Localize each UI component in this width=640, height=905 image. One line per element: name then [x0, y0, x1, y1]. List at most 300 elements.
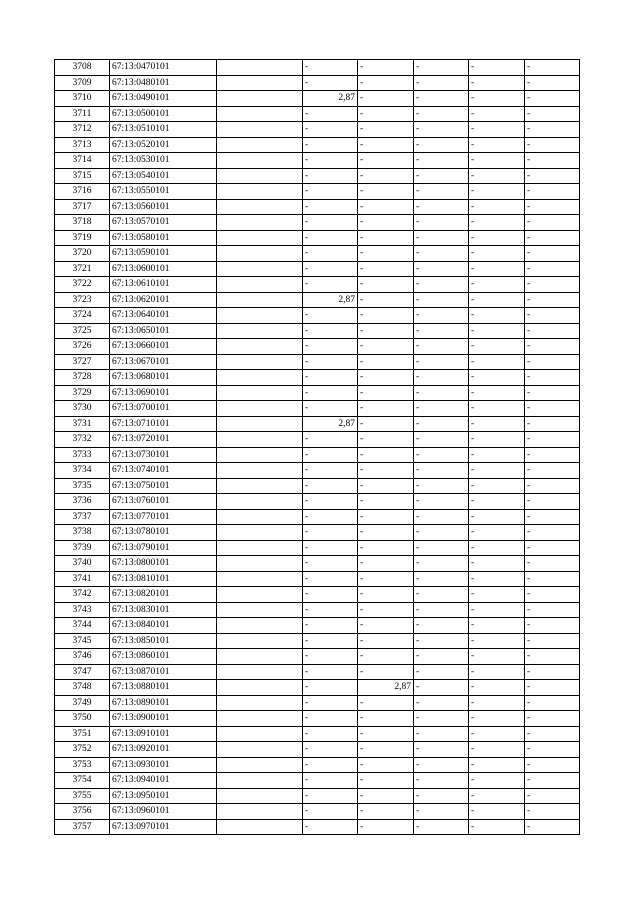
- name-cell: [217, 726, 303, 742]
- value-cell: -: [358, 308, 414, 324]
- row-number-cell: 3722: [55, 277, 110, 293]
- cadastral-code-cell: 67:13:0900101: [110, 711, 217, 727]
- value-cell: -: [525, 773, 580, 789]
- value-cell: -: [469, 618, 525, 634]
- value-cell: -: [469, 199, 525, 215]
- table-row: [55, 199, 580, 215]
- value-cell: -: [303, 804, 358, 820]
- value-cell: -: [303, 711, 358, 727]
- value-cell: -: [525, 618, 580, 634]
- cadastral-code-cell: 67:13:0530101: [110, 153, 217, 169]
- row-number-cell: 3709: [55, 75, 110, 91]
- name-cell: [217, 773, 303, 789]
- value-cell: -: [414, 153, 469, 169]
- value-cell: -: [358, 463, 414, 479]
- name-cell: [217, 184, 303, 200]
- cadastral-code-cell: 67:13:0580101: [110, 230, 217, 246]
- value-cell: -: [469, 757, 525, 773]
- row-number-cell: 3753: [55, 757, 110, 773]
- value-cell: -: [303, 587, 358, 603]
- value-cell: -: [525, 339, 580, 355]
- value-cell: -: [414, 323, 469, 339]
- row-number-cell: 3751: [55, 726, 110, 742]
- value-cell: -: [414, 91, 469, 107]
- value-cell: -: [303, 649, 358, 665]
- value-cell: -: [469, 416, 525, 432]
- value-cell: -: [469, 385, 525, 401]
- cadastral-code-cell: 67:13:0690101: [110, 385, 217, 401]
- value-cell: -: [525, 633, 580, 649]
- value-cell: -: [469, 726, 525, 742]
- value-cell: -: [469, 788, 525, 804]
- row-number-cell: 3746: [55, 649, 110, 665]
- value-cell: -: [358, 525, 414, 541]
- name-cell: [217, 215, 303, 231]
- table-row: [55, 556, 580, 572]
- name-cell: [217, 261, 303, 277]
- value-cell: -: [469, 633, 525, 649]
- name-cell: [217, 556, 303, 572]
- row-number-cell: 3741: [55, 571, 110, 587]
- value-cell: -: [358, 401, 414, 417]
- value-cell: -: [414, 726, 469, 742]
- row-number-cell: 3732: [55, 432, 110, 448]
- value-cell: -: [414, 385, 469, 401]
- value-cell: -: [414, 804, 469, 820]
- name-cell: [217, 106, 303, 122]
- name-cell: [217, 401, 303, 417]
- row-number-cell: 3748: [55, 680, 110, 696]
- value-cell: -: [358, 742, 414, 758]
- value-cell: -: [414, 742, 469, 758]
- row-number-cell: 3710: [55, 91, 110, 107]
- value-cell: -: [358, 215, 414, 231]
- name-cell: [217, 819, 303, 835]
- value-cell: -: [414, 292, 469, 308]
- value-cell: -: [303, 463, 358, 479]
- value-cell: -: [358, 277, 414, 293]
- table-row: [55, 742, 580, 758]
- name-cell: [217, 308, 303, 324]
- value-cell: -: [303, 385, 358, 401]
- cadastral-code-cell: 67:13:0910101: [110, 726, 217, 742]
- value-cell: 2,87: [303, 91, 358, 107]
- value-cell: -: [414, 680, 469, 696]
- value-cell: -: [469, 494, 525, 510]
- name-cell: [217, 664, 303, 680]
- value-cell: -: [469, 587, 525, 603]
- value-cell: -: [358, 571, 414, 587]
- value-cell: 2,87: [358, 680, 414, 696]
- row-number-cell: 3713: [55, 137, 110, 153]
- value-cell: -: [414, 540, 469, 556]
- value-cell: -: [469, 432, 525, 448]
- table-row: [55, 122, 580, 138]
- value-cell: -: [525, 184, 580, 200]
- value-cell: -: [469, 339, 525, 355]
- cadastral-code-cell: 67:13:0850101: [110, 633, 217, 649]
- value-cell: -: [414, 370, 469, 386]
- table-row: [55, 664, 580, 680]
- row-number-cell: 3739: [55, 540, 110, 556]
- value-cell: -: [525, 277, 580, 293]
- table-row: [55, 385, 580, 401]
- value-cell: -: [525, 525, 580, 541]
- value-cell: -: [303, 602, 358, 618]
- value-cell: -: [303, 215, 358, 231]
- value-cell: -: [414, 277, 469, 293]
- name-cell: [217, 509, 303, 525]
- name-cell: [217, 246, 303, 262]
- value-cell: -: [358, 91, 414, 107]
- table-row: [55, 339, 580, 355]
- value-cell: -: [525, 432, 580, 448]
- value-cell: -: [358, 184, 414, 200]
- table-row: [55, 106, 580, 122]
- value-cell: -: [414, 75, 469, 91]
- row-number-cell: 3742: [55, 587, 110, 603]
- value-cell: -: [303, 277, 358, 293]
- table-row: [55, 153, 580, 169]
- value-cell: -: [303, 540, 358, 556]
- row-number-cell: 3715: [55, 168, 110, 184]
- value-cell: -: [414, 354, 469, 370]
- row-number-cell: 3712: [55, 122, 110, 138]
- value-cell: -: [358, 416, 414, 432]
- cadastral-code-cell: 67:13:0770101: [110, 509, 217, 525]
- value-cell: -: [525, 60, 580, 76]
- row-number-cell: 3733: [55, 447, 110, 463]
- value-cell: -: [358, 230, 414, 246]
- value-cell: -: [469, 215, 525, 231]
- table-row: [55, 602, 580, 618]
- name-cell: [217, 695, 303, 711]
- value-cell: -: [414, 339, 469, 355]
- cadastral-code-cell: 67:13:0800101: [110, 556, 217, 572]
- cadastral-code-cell: 67:13:0710101: [110, 416, 217, 432]
- name-cell: [217, 75, 303, 91]
- table-row: [55, 292, 580, 308]
- cadastral-code-cell: 67:13:0930101: [110, 757, 217, 773]
- table-row: [55, 571, 580, 587]
- name-cell: [217, 354, 303, 370]
- value-cell: -: [358, 75, 414, 91]
- value-cell: -: [469, 60, 525, 76]
- value-cell: -: [525, 494, 580, 510]
- cadastral-code-cell: 67:13:0970101: [110, 819, 217, 835]
- table-row: [55, 478, 580, 494]
- value-cell: -: [303, 571, 358, 587]
- value-cell: -: [469, 711, 525, 727]
- value-cell: -: [525, 168, 580, 184]
- name-cell: [217, 60, 303, 76]
- row-number-cell: 3727: [55, 354, 110, 370]
- value-cell: -: [358, 370, 414, 386]
- name-cell: [217, 153, 303, 169]
- value-cell: -: [525, 370, 580, 386]
- row-number-cell: 3720: [55, 246, 110, 262]
- value-cell: -: [525, 75, 580, 91]
- value-cell: -: [525, 215, 580, 231]
- value-cell: -: [303, 370, 358, 386]
- cadastral-code-cell: 67:13:0470101: [110, 60, 217, 76]
- table-row: [55, 137, 580, 153]
- value-cell: -: [303, 323, 358, 339]
- value-cell: -: [414, 509, 469, 525]
- row-number-cell: 3736: [55, 494, 110, 510]
- name-cell: [217, 323, 303, 339]
- value-cell: -: [525, 664, 580, 680]
- cadastral-code-cell: 67:13:0560101: [110, 199, 217, 215]
- value-cell: -: [469, 401, 525, 417]
- value-cell: -: [469, 292, 525, 308]
- row-number-cell: 3745: [55, 633, 110, 649]
- table-row: [55, 587, 580, 603]
- name-cell: [217, 370, 303, 386]
- table-row: [55, 370, 580, 386]
- value-cell: -: [414, 308, 469, 324]
- value-cell: -: [358, 695, 414, 711]
- table-row: [55, 819, 580, 835]
- value-cell: -: [414, 478, 469, 494]
- table-row: [55, 416, 580, 432]
- cadastral-code-cell: 67:13:0790101: [110, 540, 217, 556]
- value-cell: -: [414, 494, 469, 510]
- table-row: [55, 354, 580, 370]
- value-cell: -: [469, 277, 525, 293]
- value-cell: -: [469, 509, 525, 525]
- cadastral-code-cell: 67:13:0610101: [110, 277, 217, 293]
- value-cell: -: [358, 137, 414, 153]
- cadastral-code-cell: 67:13:0950101: [110, 788, 217, 804]
- value-cell: -: [525, 819, 580, 835]
- row-number-cell: 3735: [55, 478, 110, 494]
- value-cell: -: [469, 323, 525, 339]
- value-cell: -: [525, 602, 580, 618]
- table-row: [55, 75, 580, 91]
- value-cell: -: [525, 757, 580, 773]
- value-cell: -: [414, 199, 469, 215]
- table-row: [55, 773, 580, 789]
- row-number-cell: 3749: [55, 695, 110, 711]
- name-cell: [217, 587, 303, 603]
- value-cell: -: [303, 354, 358, 370]
- value-cell: -: [414, 711, 469, 727]
- value-cell: -: [303, 633, 358, 649]
- row-number-cell: 3744: [55, 618, 110, 634]
- row-number-cell: 3719: [55, 230, 110, 246]
- value-cell: -: [358, 339, 414, 355]
- value-cell: -: [414, 60, 469, 76]
- value-cell: -: [469, 168, 525, 184]
- cadastral-code-cell: 67:13:0650101: [110, 323, 217, 339]
- row-number-cell: 3724: [55, 308, 110, 324]
- cadastral-code-cell: 67:13:0740101: [110, 463, 217, 479]
- value-cell: -: [469, 184, 525, 200]
- value-cell: -: [525, 323, 580, 339]
- cadastral-code-cell: 67:13:0840101: [110, 618, 217, 634]
- table-row: [55, 401, 580, 417]
- table-row: [55, 261, 580, 277]
- value-cell: -: [358, 122, 414, 138]
- row-number-cell: 3729: [55, 385, 110, 401]
- cadastral-code-cell: 67:13:0820101: [110, 587, 217, 603]
- data-table: [54, 59, 580, 835]
- cadastral-code-cell: 67:13:0670101: [110, 354, 217, 370]
- value-cell: -: [414, 633, 469, 649]
- name-cell: [217, 277, 303, 293]
- value-cell: -: [303, 153, 358, 169]
- value-cell: -: [469, 122, 525, 138]
- row-number-cell: 3731: [55, 416, 110, 432]
- name-cell: [217, 447, 303, 463]
- table-row: [55, 540, 580, 556]
- value-cell: -: [469, 354, 525, 370]
- table-row: [55, 649, 580, 665]
- value-cell: -: [525, 292, 580, 308]
- value-cell: 2,87: [303, 416, 358, 432]
- value-cell: -: [525, 556, 580, 572]
- name-cell: [217, 478, 303, 494]
- value-cell: -: [469, 370, 525, 386]
- cadastral-code-cell: 67:13:0640101: [110, 308, 217, 324]
- row-number-cell: 3752: [55, 742, 110, 758]
- table-row: [55, 509, 580, 525]
- row-number-cell: 3754: [55, 773, 110, 789]
- value-cell: -: [525, 587, 580, 603]
- value-cell: -: [358, 711, 414, 727]
- value-cell: -: [414, 168, 469, 184]
- name-cell: [217, 339, 303, 355]
- value-cell: -: [414, 556, 469, 572]
- row-number-cell: 3714: [55, 153, 110, 169]
- value-cell: -: [414, 463, 469, 479]
- row-number-cell: 3738: [55, 525, 110, 541]
- cadastral-code-cell: 67:13:0480101: [110, 75, 217, 91]
- value-cell: -: [525, 680, 580, 696]
- cadastral-code-cell: 67:13:0780101: [110, 525, 217, 541]
- row-number-cell: 3716: [55, 184, 110, 200]
- table-row: [55, 494, 580, 510]
- value-cell: -: [358, 757, 414, 773]
- value-cell: -: [303, 695, 358, 711]
- value-cell: -: [358, 106, 414, 122]
- value-cell: -: [469, 261, 525, 277]
- value-cell: -: [525, 385, 580, 401]
- value-cell: -: [358, 354, 414, 370]
- value-cell: -: [414, 184, 469, 200]
- value-cell: -: [469, 742, 525, 758]
- table-row: [55, 60, 580, 76]
- table-row: [55, 215, 580, 231]
- row-number-cell: 3730: [55, 401, 110, 417]
- value-cell: -: [303, 742, 358, 758]
- value-cell: -: [358, 649, 414, 665]
- name-cell: [217, 633, 303, 649]
- row-number-cell: 3723: [55, 292, 110, 308]
- cadastral-code-cell: 67:13:0550101: [110, 184, 217, 200]
- cadastral-code-cell: 67:13:0860101: [110, 649, 217, 665]
- value-cell: -: [358, 323, 414, 339]
- table-row: [55, 788, 580, 804]
- value-cell: -: [525, 540, 580, 556]
- value-cell: -: [414, 401, 469, 417]
- name-cell: [217, 230, 303, 246]
- value-cell: -: [303, 168, 358, 184]
- name-cell: [217, 540, 303, 556]
- name-cell: [217, 385, 303, 401]
- table-row: [55, 308, 580, 324]
- value-cell: -: [525, 726, 580, 742]
- value-cell: -: [303, 60, 358, 76]
- cadastral-code-cell: 67:13:0510101: [110, 122, 217, 138]
- value-cell: -: [414, 106, 469, 122]
- row-number-cell: 3755: [55, 788, 110, 804]
- row-number-cell: 3750: [55, 711, 110, 727]
- value-cell: -: [358, 292, 414, 308]
- table-row: [55, 525, 580, 541]
- value-cell: -: [358, 261, 414, 277]
- value-cell: -: [469, 571, 525, 587]
- value-cell: -: [525, 447, 580, 463]
- value-cell: -: [358, 246, 414, 262]
- value-cell: -: [469, 447, 525, 463]
- row-number-cell: 3708: [55, 60, 110, 76]
- value-cell: -: [358, 664, 414, 680]
- table-row: [55, 463, 580, 479]
- value-cell: -: [525, 308, 580, 324]
- value-cell: -: [303, 199, 358, 215]
- value-cell: -: [414, 137, 469, 153]
- value-cell: -: [525, 354, 580, 370]
- value-cell: -: [303, 757, 358, 773]
- name-cell: [217, 757, 303, 773]
- value-cell: -: [469, 91, 525, 107]
- name-cell: [217, 804, 303, 820]
- value-cell: -: [303, 525, 358, 541]
- value-cell: -: [303, 788, 358, 804]
- value-cell: -: [303, 447, 358, 463]
- name-cell: [217, 416, 303, 432]
- value-cell: -: [303, 230, 358, 246]
- name-cell: [217, 122, 303, 138]
- value-cell: -: [525, 571, 580, 587]
- value-cell: -: [469, 680, 525, 696]
- value-cell: -: [469, 649, 525, 665]
- value-cell: -: [414, 432, 469, 448]
- value-cell: -: [469, 106, 525, 122]
- name-cell: [217, 91, 303, 107]
- value-cell: -: [525, 401, 580, 417]
- value-cell: -: [525, 153, 580, 169]
- row-number-cell: 3726: [55, 339, 110, 355]
- value-cell: -: [358, 556, 414, 572]
- value-cell: -: [303, 773, 358, 789]
- value-cell: -: [469, 246, 525, 262]
- name-cell: [217, 432, 303, 448]
- value-cell: -: [525, 261, 580, 277]
- name-cell: [217, 742, 303, 758]
- value-cell: -: [414, 788, 469, 804]
- value-cell: -: [303, 75, 358, 91]
- value-cell: -: [469, 308, 525, 324]
- cadastral-code-cell: 67:13:0500101: [110, 106, 217, 122]
- value-cell: -: [469, 153, 525, 169]
- value-cell: -: [469, 478, 525, 494]
- cadastral-code-cell: 67:13:0660101: [110, 339, 217, 355]
- value-cell: -: [358, 385, 414, 401]
- value-cell: -: [303, 122, 358, 138]
